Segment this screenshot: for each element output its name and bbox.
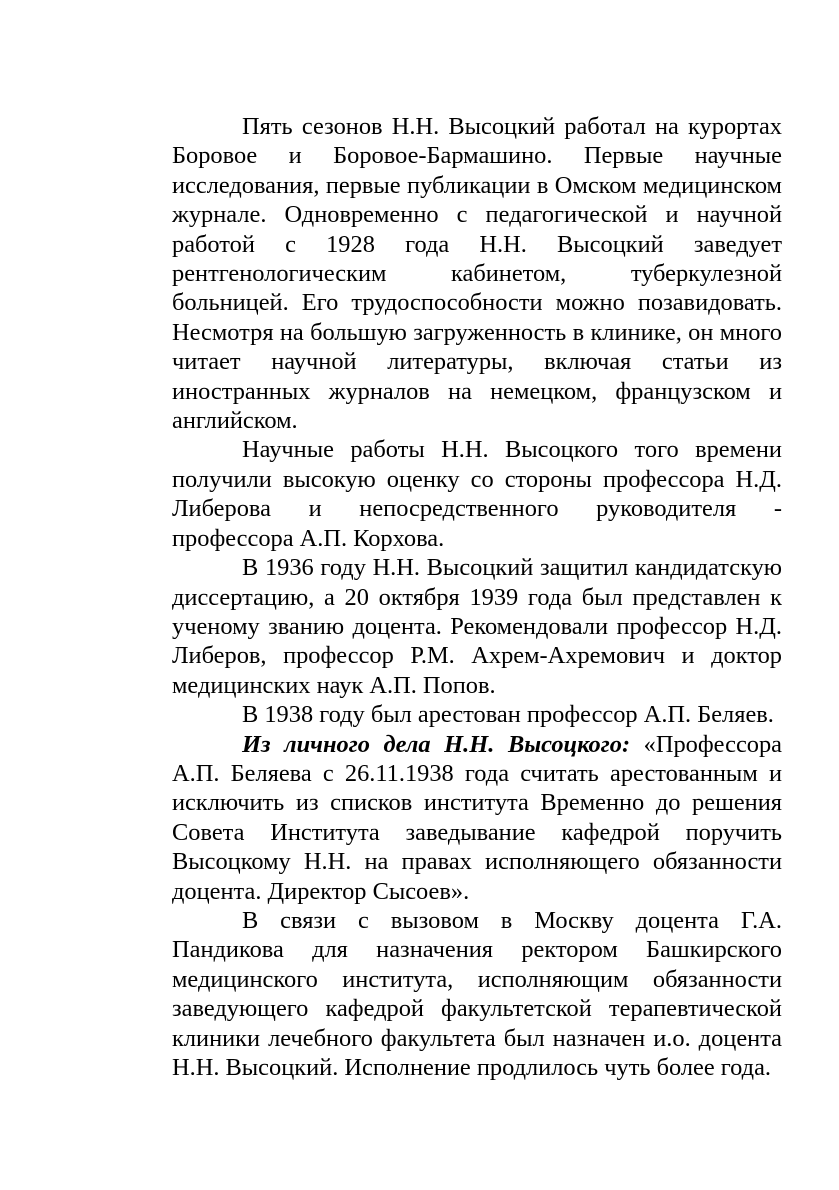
paragraph-text: В 1938 году был арестован профессор А.П. Беляев.	[242, 701, 774, 729]
paragraph-text: В связи с вызовом в Москву доцента Г.А. Пандикова для назначения ректором Башкирского медицинского института, исполняющим обязанности заведующего кафедрой факультетской терапевтической клиники лечебного факультета был назначен и.о. доцента Н.Н. Высоцкий. Исполнение продлилось чуть более года.	[172, 906, 782, 1081]
paragraph-text: Научные работы Н.Н. Высоцкого того времени получили высокую оценку со стороны профессора Н.Д. Либерова и непосредственного руководителя - профессора А.П. Корхова.	[172, 436, 782, 552]
paragraph-dissertation	[172, 553, 782, 700]
document-body	[172, 112, 782, 1082]
paragraph-personal-file	[172, 730, 782, 906]
paragraph-arrest	[172, 700, 782, 729]
paragraph-resorts	[172, 112, 782, 435]
paragraph-text: Пять сезонов Н.Н. Высоцкий работал на курортах Боровое и Боровое-Бармашино. Первые научные исследования, первые публикации в Омском медицинском журнале. Одновременно с педагогической и научной работой с 1928 года Н.Н. Высоцкий заведует рентгенологическим кабинетом, туберкулезной больницей. Его трудоспособности можно позавидовать. Несмотря на большую загруженность в клинике, он много читает научной литературы, включая статьи из иностранных журналов на немецком, французском и английском.	[172, 113, 782, 435]
personal-file-heading: Из личного дела Н.Н. Высоцкого:	[242, 730, 631, 758]
paragraph-appointment	[172, 906, 782, 1082]
paragraph-scientific-works	[172, 435, 782, 553]
paragraph-text: В 1936 году Н.Н. Высоцкий защитил кандидатскую диссертацию, а 20 октября 1939 года был представлен к ученому званию доцента. Рекомендовали профессор Н.Д. Либеров, профессор Р.М. Ахрем-Ахремович и доктор медицинских наук А.П. Попов.	[172, 554, 782, 699]
paragraph-text: «Профессора А.П. Беляева с 26.11.1938 года считать арестованным и исключить из списков института Временно до решения Совета Института заведывание кафедрой поручить Высоцкому Н.Н. на правах исполняющего обязанности доцента. Директор Сысоев».	[172, 730, 782, 905]
